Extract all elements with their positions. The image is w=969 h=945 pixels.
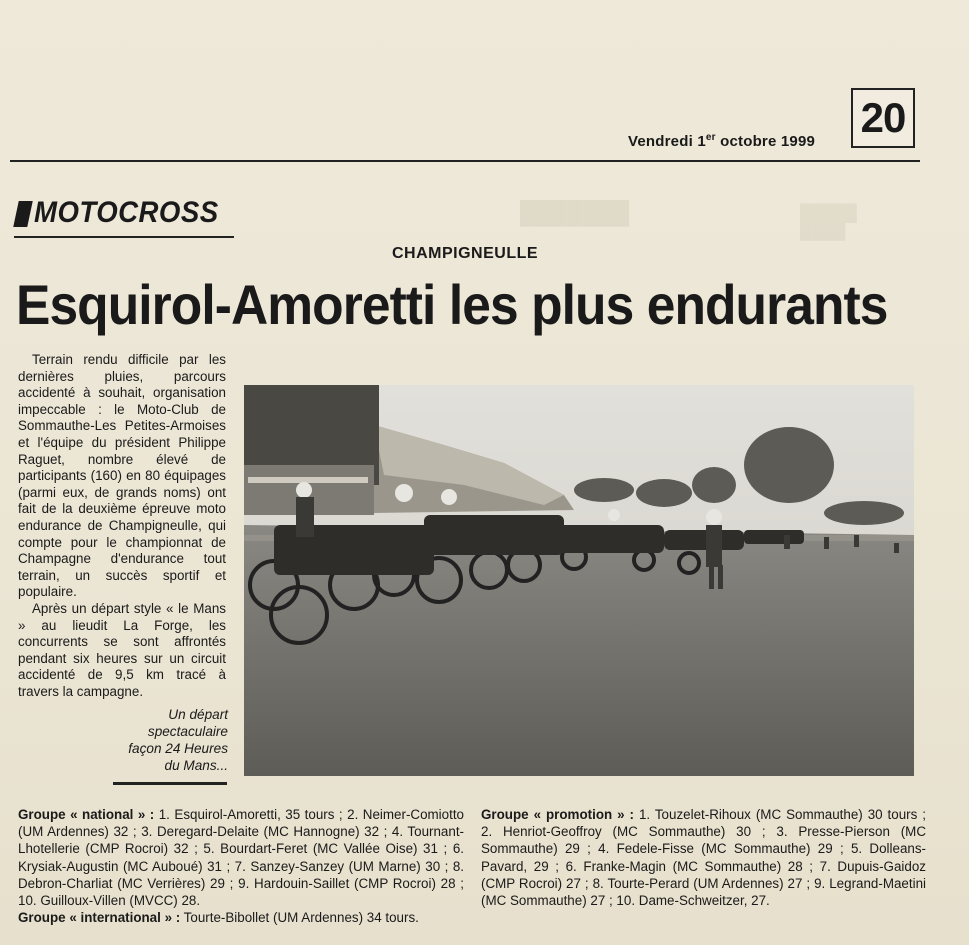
header-divider (10, 160, 920, 162)
article-paragraph: Terrain rendu difficile par les dernières pluies, parcours accidenté à souhait, organisation impeccable : le Moto-Club de Sommauthe-Les Petites-Armoises et l'équipe du président Philippe Raguet, nombre élevé de participants (160) en 80 équipages (parmi eux, de grands noms) ont fait de la deuxième épreuve moto endurance de Champigneulle, qui compte pour le championnat de Champagne d'endurance tout terrain, un succès sportif et populaire. (18, 352, 226, 600)
results-promotion-text: 1. Touzelet-Rihoux (MC Sommauthe) 30 tours ; 2. Henriot-Geoffroy (MC Sommauthe) 30 ; 3. Presse-Pierson (MC Sommauthe) 29 ; 4. Fedele-Fisse (MC Sommauthe) 29 ; 5. Dolleans-Pavard, 29 ; 6. Franke-Magin (MC Sommauthe) 28 ; 7. Dupuis-Gaidoz (CMP Rocroi) 27 ; 8. Tourte-Perard (UM Ardennes) 27 ; 9. Legrand-Maetini (MC Sommauthe) 27 ; 10. Dame-Schweitzer, 27. (481, 807, 927, 909)
results-international (18, 909, 464, 926)
results-national-text: 1. Esquirol-Amoretti, 35 tours ; 2. Neimer-Comiotto (UM Ardennes) 32 ; 3. Deregard-Delaite (MC Hannogne) 32 ; 4. Tournant-Lhotellerie (CMP Rocroi) 32 ; 5. Bourdart-Feret (MC Vallée Oise) 31 ; 6. Krysiak-Augustin (MC Auboué) 31 ; 7. Sanzey-Sanzey (UM Marne) 30 ; 8. Debron-Charliat (MC Verrières) 29 ; 9. Hardouin-Saillet (CMP Rocroi) 28 ; 10. Guilloux-Villen (MVCC) 28. (18, 807, 464, 909)
section-divider (14, 236, 234, 238)
show-through-text: █████ ████ (800, 205, 857, 240)
article-paragraph: Après un départ style « le Mans » au lieudit La Forge, les concurrents se sont affrontés pendant six heures sur un circuit accidenté de 9,5 km tracé à travers la campagne. (18, 600, 226, 699)
show-through-text: ███████ (520, 200, 630, 225)
issue-date: Vendredi 1er octobre 1999 (628, 132, 816, 150)
article-body (18, 352, 226, 700)
results-international-text: Tourte-Bibollet (UM Ardennes) 34 tours. (180, 910, 419, 926)
section-marker-icon (13, 201, 33, 227)
caption-divider (113, 782, 227, 785)
results-left-column (18, 806, 464, 926)
section-label: MOTOCROSS (34, 196, 219, 229)
article-kicker: CHAMPIGNEULLE (392, 245, 539, 262)
race-start-illustration (244, 385, 914, 776)
results-promotion (481, 806, 926, 909)
race-start-photo (244, 385, 914, 776)
results-right-column (481, 806, 926, 909)
group-label-promotion: Groupe « promotion » : (481, 807, 635, 822)
photo-caption: Un départ spectaculaire façon 24 Heures du Mans... (128, 707, 228, 773)
group-label-international: Groupe « international » : (18, 910, 181, 926)
article-headline: Esquirol-Amoretti les plus endurants (16, 273, 888, 336)
group-label-national: Groupe « national » : (18, 807, 155, 822)
page-number: 20 (851, 88, 915, 148)
results-national (18, 806, 464, 909)
